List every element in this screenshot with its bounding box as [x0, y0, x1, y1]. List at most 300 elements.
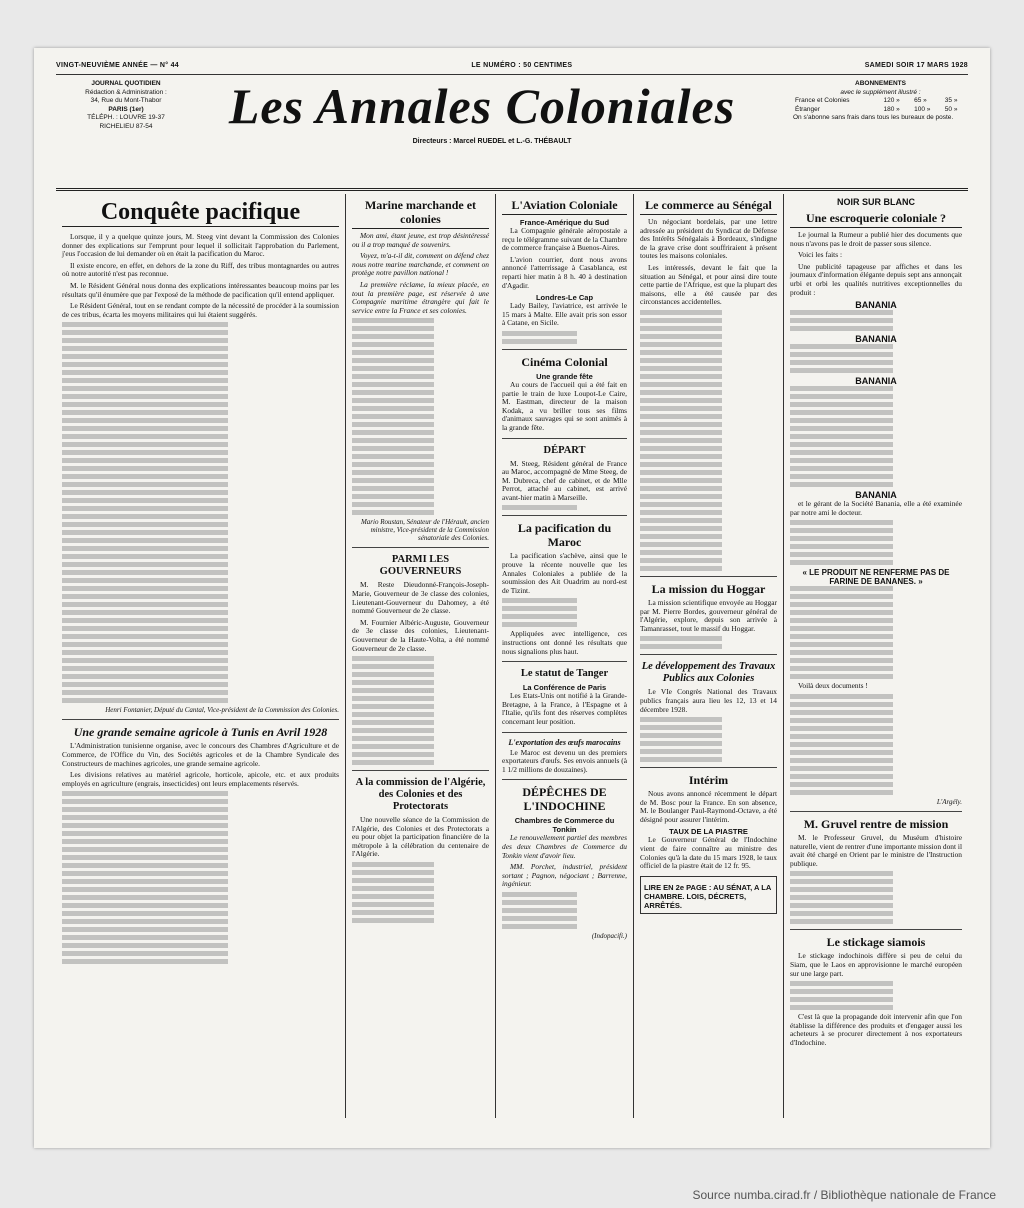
text-filler	[790, 658, 962, 663]
article-headline-gruvel: M. Gruvel rentre de mission	[803, 816, 949, 831]
product-name: BANANIA	[855, 376, 897, 387]
text-filler	[640, 438, 777, 443]
divider	[62, 719, 339, 720]
article-paragraph: MM. Porchet, industriel, président sortant ; Pagnon, négociant ; Barrenne, ingénieur.	[502, 862, 627, 889]
article-headline-stickage: Le stickage siamois	[826, 935, 926, 950]
column-5	[784, 194, 968, 1118]
text-filler	[640, 510, 777, 515]
text-filler	[62, 863, 339, 868]
text-filler	[640, 334, 777, 339]
article-headline-gouverneurs: PARMI LES GOUVERNEURS	[379, 554, 462, 578]
text-filler	[640, 358, 777, 363]
text-filler	[790, 750, 962, 755]
article-paragraph: Le Gouverneur Général de l'Indochine vient de faire connaître au ministre des Colonies qu'à la date du 15 mars 1928, le taux officiel de la piastre était de 12 fr. 95.	[640, 835, 777, 871]
subscription-box	[793, 80, 968, 123]
article-paragraph: Mon ami, étant jeune, est trop désintéressé ou il a trop manqué de souvenirs.	[352, 231, 489, 249]
text-filler	[62, 690, 339, 695]
text-filler	[640, 566, 777, 571]
article-headline-cinema: Cinéma Colonial	[521, 354, 608, 369]
text-filler	[502, 614, 627, 619]
article-signature: Mario Roustan, Sénateur de l'Hérault, ancien ministre, Vice-président de la Commission sénatoriale des Colonies.	[360, 518, 489, 543]
text-filler	[352, 454, 489, 459]
text-filler	[502, 505, 627, 510]
article-headline-commission: A la commission de l'Algérie, des Colonies et des Protectorats	[355, 777, 486, 813]
article-headline-travaux: Le développement des Travaux Publics aux Colonies	[641, 661, 776, 685]
text-filler	[352, 744, 489, 749]
text-filler	[790, 734, 962, 739]
text-filler	[790, 626, 962, 631]
text-filler	[640, 454, 777, 459]
article-paragraph: M. le Résident Général nous donna des explications intéressantes beaucoup moins par les résultats qu'il énumère que par l'exposé de la méthode de pacification qu'il entend appliquer.	[62, 280, 339, 299]
text-filler	[62, 354, 339, 359]
text-filler	[62, 823, 339, 828]
text-filler	[352, 446, 489, 451]
text-filler	[62, 594, 339, 599]
text-filler	[62, 951, 339, 956]
article-headline-indochine: DÉPÊCHES DE L'INDOCHINE	[522, 785, 607, 814]
article-signature: L'Argély.	[936, 797, 962, 806]
text-filler	[502, 892, 627, 897]
text-filler	[62, 650, 339, 655]
table-cell: 65 »	[914, 97, 927, 104]
text-filler	[790, 718, 962, 723]
text-filler	[640, 749, 777, 754]
text-filler	[790, 710, 962, 715]
text-filler	[352, 422, 489, 427]
text-filler	[790, 552, 962, 557]
text-filler	[62, 322, 339, 327]
text-filler	[790, 887, 962, 892]
text-filler	[640, 318, 777, 323]
article-paragraph: La pacification s'achève, ainsi que le prouve la récente nouvelle que les Annales Coloniales a publiée de la soumission des Ait Ouadrim au nord-est de Tizint.	[502, 551, 627, 595]
article-paragraph: La mission scientifique envoyée au Hoggar par M. Pierre Bordes, gouverneur général de l'Algérie, explore, depuis son arrivée à Tamanrasset, tout le massif du Hoggar.	[640, 597, 777, 633]
text-filler	[640, 636, 777, 641]
text-filler	[62, 378, 339, 383]
text-filler	[640, 350, 777, 355]
text-filler	[790, 766, 962, 771]
text-filler	[62, 911, 339, 916]
text-filler	[790, 458, 962, 463]
text-filler	[790, 326, 962, 331]
text-filler	[62, 482, 339, 487]
text-filler	[352, 862, 489, 867]
article-kicker: Une grande fête	[536, 371, 593, 381]
text-filler	[640, 366, 777, 371]
text-filler	[62, 879, 339, 884]
text-filler	[502, 331, 627, 336]
article-paragraph: Lady Bailey, l'aviatrice, est arrivée le 15 mars à Malte. Elle avait pris son essor à Catane, en Sicile.	[502, 301, 627, 328]
text-filler	[352, 870, 489, 875]
text-filler	[790, 394, 962, 399]
column-2	[346, 194, 496, 1118]
text-filler	[62, 602, 339, 607]
text-filler	[790, 742, 962, 747]
newspaper-page	[34, 48, 990, 1148]
text-filler	[640, 422, 777, 427]
text-filler	[790, 536, 962, 541]
text-filler	[790, 758, 962, 763]
text-filler	[790, 634, 962, 639]
article-paragraph: Au cours de l'accueil qui a été fait en partie le train de luxe Loupot-Le Caire, M. Eastman, directeur de la maison Kodak, a vu briller tous ses films d'animaux sauvages qui se sont animés à la grande fête.	[502, 379, 627, 432]
source-credit: Source numba.cirad.fr / Bibliothèque nationale de France	[692, 1188, 996, 1202]
article-headline-aviation: L'Aviation Coloniale	[502, 198, 627, 215]
text-filler	[790, 474, 962, 479]
text-filler	[790, 368, 962, 373]
text-filler	[790, 650, 962, 655]
table-row	[793, 106, 968, 115]
article-paragraph: Les Etats-Unis ont notifié à la Grande-Bretagne, à la France, à l'Espagne et à l'Italie, qu'ils font des réserves complètes concernant leur position.	[502, 691, 627, 726]
subscription-subheading: avec le supplément illustré :	[840, 88, 921, 96]
text-filler	[352, 704, 489, 709]
table-cell: 120 »	[883, 97, 900, 104]
text-filler	[640, 486, 777, 491]
text-filler	[790, 344, 962, 349]
text-filler	[352, 886, 489, 891]
text-filler	[62, 959, 339, 964]
text-filler	[790, 610, 962, 615]
text-filler	[790, 774, 962, 779]
divider	[790, 811, 962, 812]
article-paragraph: Appliquées avec intelligence, ces instructions ont donné les résultats que nous signalions plus haut.	[502, 629, 627, 656]
text-filler	[640, 502, 777, 507]
text-filler	[352, 502, 489, 507]
text-filler	[790, 520, 962, 525]
text-filler	[62, 538, 339, 543]
text-filler	[62, 474, 339, 479]
article-headline-oeufs: L'exportation des œufs marocains	[508, 737, 621, 747]
issue-date: SAMEDI SOIR 17 MARS 1928	[864, 62, 968, 69]
text-filler	[62, 943, 339, 948]
text-filler	[640, 550, 777, 555]
text-filler	[640, 462, 777, 467]
table-cell: 35 »	[944, 97, 958, 104]
article-headline-escroquerie: Une escroquerie coloniale ?	[790, 211, 962, 228]
article-kicker: Londres-Le Cap	[535, 293, 594, 303]
edition-number: VINGT-NEUVIÈME ANNÉE — N° 44	[56, 62, 179, 69]
divider	[640, 767, 777, 768]
text-filler	[352, 366, 489, 371]
text-filler	[62, 799, 339, 804]
text-filler	[62, 626, 339, 631]
divider	[502, 515, 627, 516]
text-filler	[640, 382, 777, 387]
divider	[502, 438, 627, 439]
text-filler	[62, 402, 339, 407]
see-page-2-box	[640, 876, 777, 914]
article-paragraph: Voici les faits :	[798, 250, 842, 260]
text-filler	[790, 790, 962, 795]
article-paragraph: Le journal la Rumeur a publié hier des documents que nous n'avons pas le droit de passer sous silence.	[790, 230, 962, 248]
text-filler	[790, 528, 962, 533]
article-paragraph: La première réclame, la mieux placée, en tout la première page, est réservée à une Compagnie maritime étrangère qui fait le service entre la France et ses colonies.	[352, 279, 489, 315]
article-paragraph: Voyez, m'a-t-il dit, comment on défend chez nous notre marine marchande, et comment on protège notre pavillon national !	[352, 251, 489, 278]
text-filler	[790, 871, 962, 876]
text-filler	[502, 924, 627, 929]
table-cell: France et Colonies	[795, 97, 850, 104]
text-filler	[352, 752, 489, 757]
divider	[502, 349, 627, 350]
divider	[640, 576, 777, 577]
text-filler	[352, 358, 489, 363]
text-filler	[62, 791, 339, 796]
text-filler	[790, 694, 962, 699]
text-filler	[62, 935, 339, 940]
subscription-table	[793, 97, 968, 114]
text-filler	[352, 760, 489, 765]
article-paragraph: Le Maroc est devenu un des premiers exportateurs d'œufs. Ses envois annuels (à 1 1/2 millions de douzaines).	[502, 747, 627, 774]
columns	[56, 194, 968, 1118]
text-filler	[62, 586, 339, 591]
text-filler	[62, 562, 339, 567]
masthead	[56, 76, 968, 191]
column-3	[496, 194, 634, 1118]
text-filler	[640, 406, 777, 411]
address-line: PARIS (1er)	[108, 105, 144, 113]
text-filler	[352, 318, 489, 323]
column-4	[634, 194, 784, 1118]
text-filler	[352, 342, 489, 347]
text-filler	[62, 570, 339, 575]
text-filler	[790, 879, 962, 884]
text-filler	[640, 398, 777, 403]
newspaper-directors: Directeurs : Marcel RUEDEL et L.-G. THÉBAULT	[412, 138, 572, 145]
article-signature: Henri Fontanier, Député du Cantal, Vice-président de la Commission des Colonies.	[105, 706, 339, 715]
article-paragraph: Une nouvelle séance de la Commission de l'Algérie, des Colonies et des Protectorats a eu pour objet la participation financière de la métropole à la célébration du centenaire de l'Algérie.	[352, 815, 489, 859]
product-name: BANANIA	[855, 334, 897, 345]
text-filler	[62, 666, 339, 671]
text-filler	[352, 902, 489, 907]
text-filler	[790, 410, 962, 415]
text-filler	[62, 642, 339, 647]
text-filler	[352, 656, 489, 661]
text-filler	[62, 330, 339, 335]
text-filler	[62, 490, 339, 495]
article-headline-tunis: Une grande semaine agricole à Tunis en Avril 1928	[73, 725, 328, 740]
subscription-heading: ABONNEMENTS	[855, 80, 906, 87]
text-filler	[790, 442, 962, 447]
text-filler	[352, 326, 489, 331]
text-filler	[62, 394, 339, 399]
article-paragraph: Une publicité tapageuse par affiches et dans les journaux d'information élégante depuis sept ans annonçait urbi et orbi les qualités nutritives exceptionnelles du produit :	[790, 261, 962, 297]
article-paragraph: Le VIe Congrès National des Travaux publics français aura lieu les 12, 13 et 14 décembre 1928.	[640, 687, 777, 714]
subscription-note: On s'abonne sans frais dans tous les bureaux de poste.	[793, 114, 954, 121]
divider	[790, 929, 962, 930]
text-filler	[790, 642, 962, 647]
article-headline-pacification: La pacification du Maroc	[517, 521, 612, 550]
text-filler	[62, 386, 339, 391]
text-filler	[790, 352, 962, 357]
article-paragraph: Les divisions relatives au matériel agricole, horticole, apicole, etc. et aux produits employés en agriculture (engrais, insecticides) ont leurs emplacements réservés.	[62, 770, 339, 788]
text-filler	[62, 346, 339, 351]
text-filler	[790, 782, 962, 787]
address-line: JOURNAL QUOTIDIEN	[91, 80, 161, 87]
text-filler	[352, 406, 489, 411]
divider	[352, 547, 489, 548]
table-cell: 180 »	[883, 105, 900, 113]
text-filler	[352, 664, 489, 669]
article-paragraph: Les intéressés, devant le fait que la situation au Sénégal, et pour ainsi dire toute cette partie de l'Afrique, est que la plupart des maisons, elle a été causée par des circonstances accidentelles.	[640, 262, 777, 307]
text-filler	[790, 310, 962, 315]
article-kicker: TAUX DE LA PIASTRE	[669, 827, 748, 837]
article-headline-marine: Marine marchande et colonies	[352, 198, 489, 229]
text-filler	[352, 470, 489, 475]
text-filler	[352, 672, 489, 677]
text-filler	[62, 418, 339, 423]
text-filler	[62, 522, 339, 527]
text-filler	[640, 326, 777, 331]
text-filler	[62, 919, 339, 924]
text-filler	[62, 839, 339, 844]
text-filler	[62, 434, 339, 439]
text-filler	[352, 910, 489, 915]
text-filler	[352, 486, 489, 491]
text-filler	[790, 981, 962, 986]
article-headline-depart: DÉPART	[543, 444, 586, 456]
article-paragraph: Le stickage indochinois diffère si peu de celui du Siam, que le Laos en approvisionne le marché européen sur une large part.	[790, 951, 962, 978]
text-filler	[640, 374, 777, 379]
text-filler	[62, 895, 339, 900]
text-filler	[62, 847, 339, 852]
divider	[502, 661, 627, 662]
text-filler	[790, 466, 962, 471]
text-filler	[62, 362, 339, 367]
text-filler	[790, 360, 962, 365]
text-filler	[352, 720, 489, 725]
text-filler	[352, 712, 489, 717]
article-paragraph: M. Reste Dieudonné-François-Joseph-Marie, Gouverneur de 3e classe des colonies, Lieutenant-Gouverneur du Dahomey, a été nommé Gouverneur de 2e classe.	[352, 580, 489, 616]
divider	[640, 654, 777, 655]
text-filler	[640, 725, 777, 730]
text-filler	[502, 339, 627, 344]
text-filler	[790, 544, 962, 549]
text-filler	[62, 554, 339, 559]
text-filler	[640, 390, 777, 395]
text-filler	[352, 680, 489, 685]
text-filler	[62, 682, 339, 687]
text-filler	[62, 506, 339, 511]
text-filler	[640, 558, 777, 563]
article-paragraph: et le gérant de la Société Banania, elle a été examinée par notre ami le docteur.	[790, 499, 962, 517]
text-filler	[352, 736, 489, 741]
text-filler	[62, 698, 339, 703]
article-paragraph: Nous avons annoncé récemment le départ de M. Bosc pour la France. En son absence, M. le Boulanger Paul-Raymond-Octave, a été désigné pour assurer l'intérim.	[640, 789, 777, 824]
masthead-address	[56, 80, 196, 131]
article-paragraph: M. Fournier Albéric-Auguste, Gouverneur de 3e classe des colonies, Lieutenant-Gouverneur de la Haute-Volta, a été nommé Gouverneur de 2e classe.	[352, 617, 489, 653]
text-filler	[640, 733, 777, 738]
text-filler	[62, 370, 339, 375]
article-headline-hoggar: La mission du Hoggar	[651, 581, 766, 596]
article-paragraph: L'avion courrier, dont nous avons annoncé l'atterrissage à Casablanca, est reparti hier matin à 8 h. 40 à destination d'Agadir.	[502, 254, 627, 290]
text-filler	[790, 586, 962, 591]
article-kicker: La Conférence de Paris	[522, 683, 607, 693]
article-paragraph: Il existe encore, en effet, en dehors de la zone du Riff, des tribus montagnardes ou autres où notre autorité n'est pas reconnue.	[62, 260, 339, 279]
article-paragraph: M. le Professeur Gruvel, du Muséum d'histoire naturelle, vient de rentrer d'une importante mission dont il avait été chargé en Orient par le ministre de l'Instruction publique.	[790, 832, 962, 868]
text-filler	[352, 398, 489, 403]
text-filler	[790, 666, 962, 671]
address-line: Rédaction & Administration :	[85, 88, 167, 96]
text-filler	[640, 478, 777, 483]
text-filler	[640, 342, 777, 347]
divider	[352, 770, 489, 771]
article-paragraph: Lorsque, il y a quelque quinze jours, M. Steeg vint devant la Commission des Colonies donner des explications sur l'emprunt pour lequel il sollicitait l'approbation du Parlement, j'eus l'occasion de lui demander où en était la pacification du Maroc.	[62, 232, 339, 259]
text-filler	[62, 807, 339, 812]
text-filler	[790, 450, 962, 455]
text-filler	[790, 434, 962, 439]
text-filler	[790, 674, 962, 679]
text-filler	[640, 494, 777, 499]
text-filler	[352, 414, 489, 419]
text-filler	[352, 334, 489, 339]
address-line: 34, Rue du Mont-Thabor	[90, 97, 162, 104]
text-filler	[502, 900, 627, 905]
text-filler	[352, 894, 489, 899]
quoted-finding: « LE PRODUIT NE RENFERME PAS DE FARINE DE BANANES. »	[802, 568, 950, 587]
text-filler	[62, 514, 339, 519]
text-filler	[352, 438, 489, 443]
text-filler	[62, 546, 339, 551]
article-kicker: Chambres de Commerce du Tonkin	[514, 816, 615, 835]
text-filler	[790, 602, 962, 607]
text-filler	[640, 757, 777, 762]
text-filler	[352, 878, 489, 883]
text-filler	[640, 430, 777, 435]
text-filler	[640, 518, 777, 523]
text-filler	[62, 618, 339, 623]
text-filler	[790, 903, 962, 908]
table-cell: 50 »	[944, 105, 958, 113]
text-filler	[790, 919, 962, 924]
article-headline-tanger: Le statut de Tanger	[520, 668, 609, 680]
text-filler	[62, 871, 339, 876]
text-filler	[502, 908, 627, 913]
text-filler	[62, 410, 339, 415]
text-filler	[790, 911, 962, 916]
table-cell: 100 »	[914, 105, 931, 113]
text-filler	[790, 989, 962, 994]
article-paragraph: La Compagnie générale aéropostale a reçu le télégramme suivant de la Chambre de commerce française à Buenos-Aires.	[502, 226, 627, 253]
divider	[502, 732, 627, 733]
table-row	[793, 97, 968, 106]
text-filler	[790, 386, 962, 391]
article-paragraph: M. Steeg, Résident général de France au Maroc, accompagné de Mme Steeg, de M. Dubreca, chef de cabinet, et de Mlle Perrot, attaché au cabinet, est arrivé avant-hier matin à Marseille.	[502, 458, 627, 502]
text-filler	[640, 446, 777, 451]
address-line: RICHELIEU 87-54	[99, 122, 153, 130]
product-name: BANANIA	[855, 300, 897, 311]
column-1	[56, 194, 346, 1118]
article-paragraph: L'Administration tunisienne organise, avec le concours des Chambres d'Agriculture et de Commerce, de l'Office du Vin, des Sociétés agricoles et de la Chambre Syndicale des Constructeurs de machines agricoles, une grande semaine agricole.	[62, 741, 339, 768]
table-cell: Étranger	[795, 105, 820, 113]
article-paragraph: Voilà deux documents !	[798, 681, 868, 691]
text-filler	[640, 542, 777, 547]
text-filler	[62, 610, 339, 615]
text-filler	[502, 622, 627, 627]
newspaper-title: Les Annales Coloniales	[228, 78, 736, 134]
text-filler	[790, 318, 962, 323]
text-filler	[640, 717, 777, 722]
text-filler	[62, 442, 339, 447]
text-filler	[790, 418, 962, 423]
text-filler	[62, 458, 339, 463]
text-filler	[62, 815, 339, 820]
text-filler	[640, 310, 777, 315]
text-filler	[502, 606, 627, 611]
text-filler	[352, 462, 489, 467]
text-filler	[640, 741, 777, 746]
text-filler	[790, 426, 962, 431]
text-filler	[790, 402, 962, 407]
text-filler	[62, 674, 339, 679]
text-filler	[790, 618, 962, 623]
